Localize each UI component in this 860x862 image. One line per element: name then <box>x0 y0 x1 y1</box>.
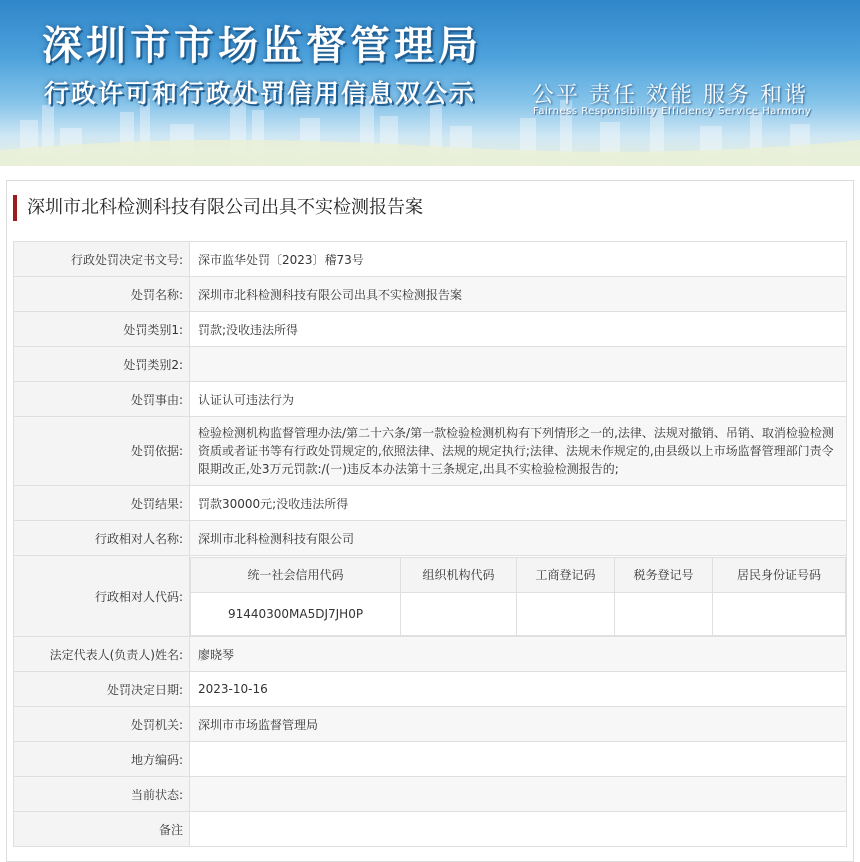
value-reason: 认证认可违法行为 <box>190 382 847 417</box>
label-category1: 处罚类别1: <box>14 312 190 347</box>
label-remarks: 备注 <box>14 812 190 847</box>
row-penalty-name <box>14 277 847 312</box>
label-legal-rep: 法定代表人(负责人)姓名: <box>14 637 190 672</box>
party-code-value-row <box>191 592 846 635</box>
value-local-code <box>190 742 847 777</box>
banner-subtitle: 行政许可和行政处罚信用信息双公示 <box>44 79 477 108</box>
value-category1: 罚款;没收违法所得 <box>190 312 847 347</box>
header-id-card-no: 居民身份证号码 <box>713 557 846 592</box>
value-category2 <box>190 347 847 382</box>
label-status: 当前状态: <box>14 777 190 812</box>
label-party-code: 行政相对人代码: <box>14 556 190 637</box>
header-org-code: 组织机构代码 <box>401 557 517 592</box>
label-party-name: 行政相对人名称: <box>14 521 190 556</box>
row-authority <box>14 707 847 742</box>
label-decision-date: 处罚决定日期: <box>14 672 190 707</box>
value-result: 罚款30000元;没收违法所得 <box>190 486 847 521</box>
value-business-reg-code <box>517 592 615 635</box>
label-reason: 处罚事由: <box>14 382 190 417</box>
banner-title: 深圳市市场监督管理局 <box>42 23 482 69</box>
label-basis: 处罚依据: <box>14 417 190 486</box>
row-reason <box>14 382 847 417</box>
label-result: 处罚结果: <box>14 486 190 521</box>
value-basis: 检验检测机构监督管理办法/第二十六条/第一款检验检测机构有下列情形之一的,法律、法规对撤销、吊销、取消检验检测资质或者证书等有行政处罚规定的,依照法律、法规的规定执行;法律、法规未作规定的,由县级以上市场监督管理部门责令限期改正,处3万元罚款:/(一)违反本办法第十三条规定,出具不实检验检测报告的; <box>190 417 847 486</box>
value-party-code <box>190 556 847 637</box>
value-penalty-name: 深圳市北科检测科技有限公司出具不实检测报告案 <box>190 277 847 312</box>
label-category2: 处罚类别2: <box>14 347 190 382</box>
value-org-code <box>401 592 517 635</box>
value-party-name: 深圳市北科检测科技有限公司 <box>190 521 847 556</box>
label-penalty-name: 处罚名称: <box>14 277 190 312</box>
value-decision-date: 2023-10-16 <box>190 672 847 707</box>
row-legal-rep <box>14 637 847 672</box>
label-authority: 处罚机关: <box>14 707 190 742</box>
value-id-card-no <box>713 592 846 635</box>
row-result <box>14 486 847 521</box>
row-basis <box>14 417 847 486</box>
row-status <box>14 777 847 812</box>
party-code-header-row <box>191 557 846 592</box>
value-remarks <box>190 812 847 847</box>
row-decision-date <box>14 672 847 707</box>
value-decision-no: 深市监华处罚〔2023〕稽73号 <box>190 242 847 277</box>
row-decision-no <box>14 242 847 277</box>
row-category2 <box>14 347 847 382</box>
party-code-subtable <box>190 557 846 636</box>
banner-slogan: 公平 责任 效能 服务 和谐 <box>532 83 808 108</box>
header-credit-code: 统一社会信用代码 <box>191 557 401 592</box>
value-authority: 深圳市市场监督管理局 <box>190 707 847 742</box>
header-tax-reg-no: 税务登记号 <box>615 557 713 592</box>
value-credit-code: 91440300MA5DJ7JH0P <box>191 592 401 635</box>
case-title: 深圳市北科检测科技有限公司出具不实检测报告案 <box>13 195 423 221</box>
detail-panel <box>6 180 854 862</box>
value-tax-reg-no <box>615 592 713 635</box>
label-decision-no: 行政处罚决定书文号: <box>14 242 190 277</box>
value-status <box>190 777 847 812</box>
row-party-name <box>14 521 847 556</box>
row-remarks <box>14 812 847 847</box>
label-local-code: 地方编码: <box>14 742 190 777</box>
row-local-code <box>14 742 847 777</box>
banner-slogan-english: Fairness Responsibility Efficiency Service Harmony <box>533 106 812 117</box>
value-legal-rep: 廖晓琴 <box>190 637 847 672</box>
row-category1 <box>14 312 847 347</box>
penalty-info-table <box>13 241 847 847</box>
header-business-reg-code: 工商登记码 <box>517 557 615 592</box>
row-party-code <box>14 556 847 637</box>
header-banner <box>0 0 860 166</box>
